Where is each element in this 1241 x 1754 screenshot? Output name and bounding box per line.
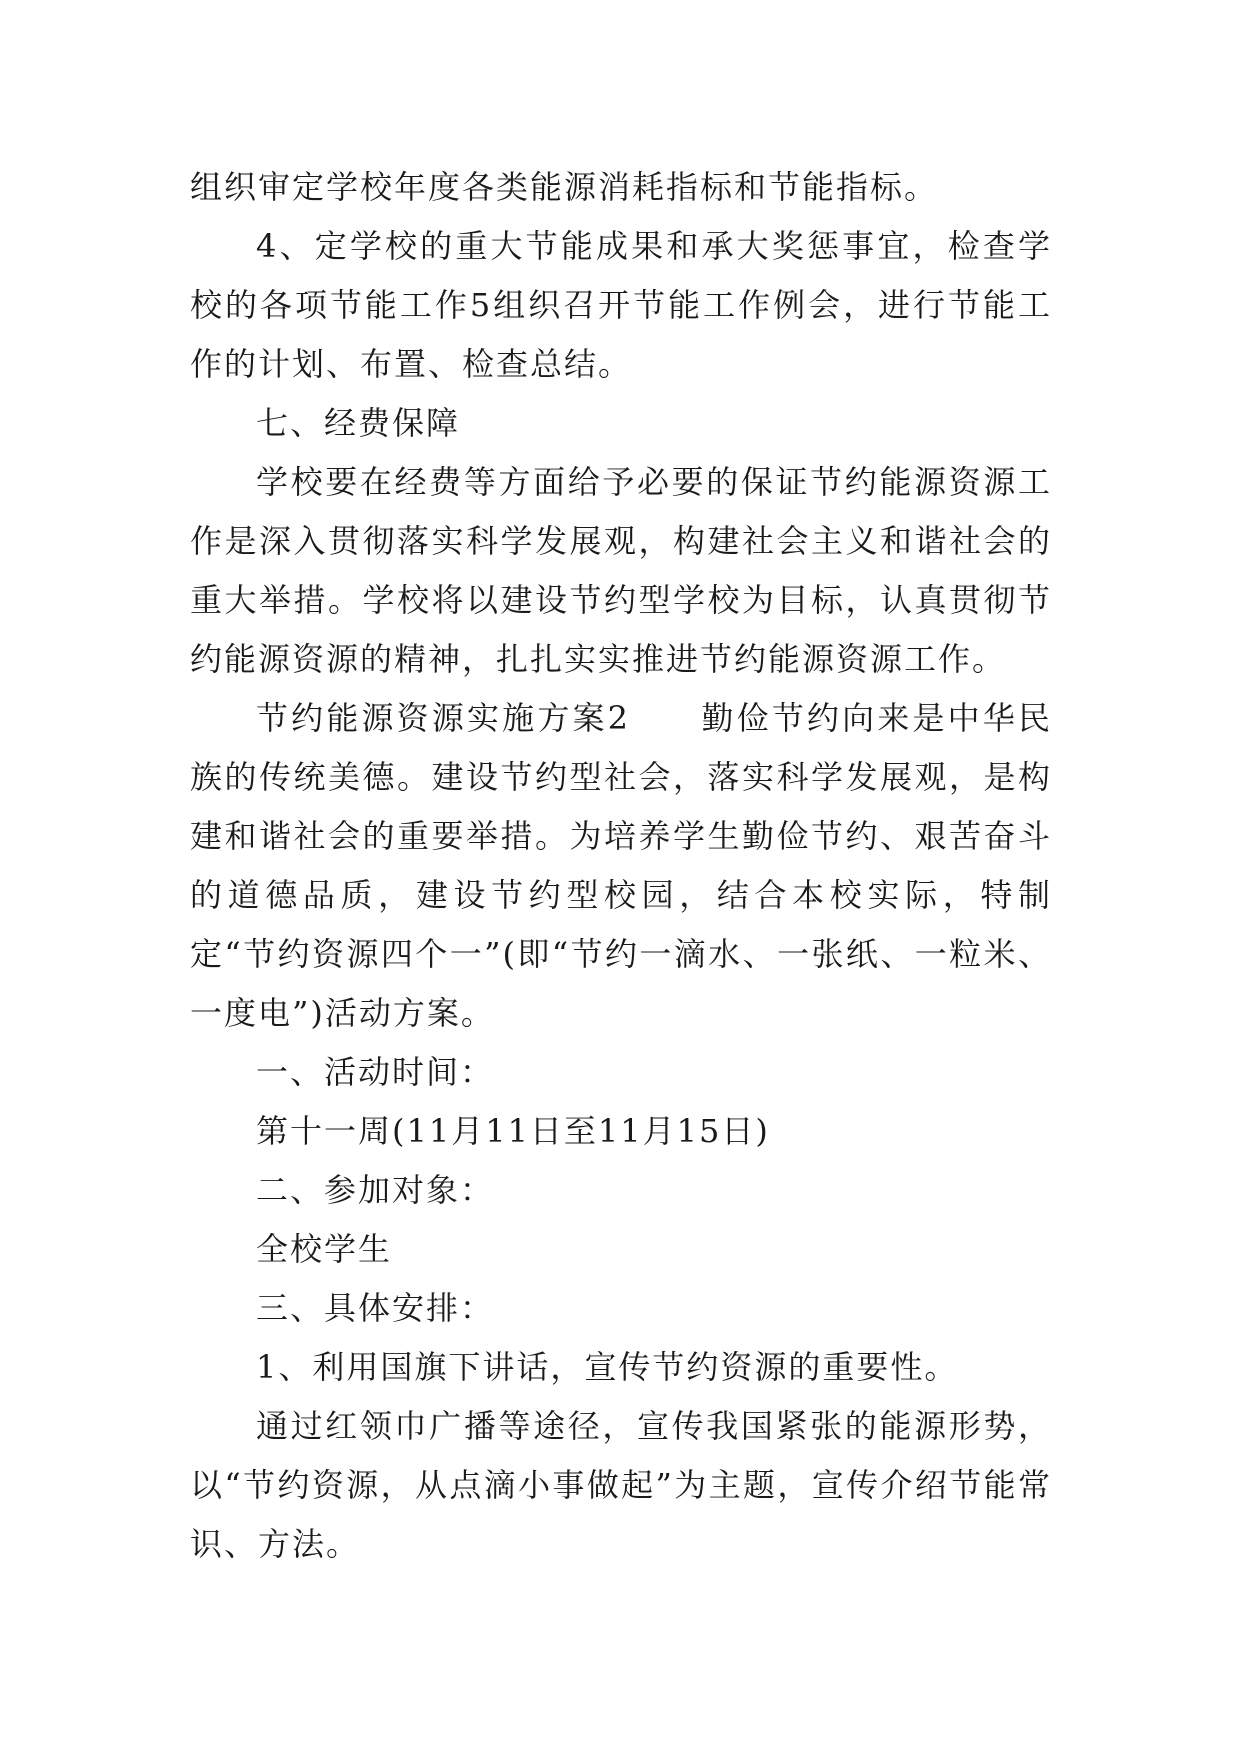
paragraph-arrangement-1: 1、利用国旗下讲话，宣传节约资源的重要性。 (256, 1348, 959, 1386)
paragraph-2: 4、定学校的重大节能成果和承大奖惩事宜，检查学校的各项节能工作5组织召开节能工作例会，进行节能工作的计划、布置、检查总结。 (190, 227, 1052, 383)
paragraph-participants: 全校学生 (256, 1230, 393, 1268)
section-heading-arrangement: 三、具体安排： (256, 1289, 495, 1327)
section-heading-participants: 二、参加对象： (256, 1171, 495, 1209)
paragraph-5: 节约能源资源实施方案2 勤俭节约向来是中华民族的传统美德。建设节约型社会，落实科学发展观，是构建和谐社会的重要举措。为培养学生勤俭节约、艰苦奋斗的道德品质，建设节约型校园，结合本校实际，特制定“节约资源四个一”(即“节约一滴水、一张纸、一粒米、一度电”)活动方案。 (190, 699, 1052, 1032)
paragraph-4: 学校要在经费等方面给予必要的保证节约能源资源工作是深入贯彻落实科学发展观，构建社会主义和谐社会的重大举措。学校将以建设节约型学校为目标，认真贯彻节约能源资源的精神，扎扎实实推进节约能源资源工作。 (190, 463, 1052, 678)
section-heading-time: 一、活动时间： (256, 1053, 495, 1091)
paragraph-arrangement-detail: 通过红领巾广播等途径，宣传我国紧张的能源形势，以“节约资源，从点滴小事做起”为主题，宣传介绍节能常识、方法。 (190, 1407, 1052, 1563)
section-heading-funding: 七、经费保障 (256, 404, 461, 442)
paragraph-1: 组织审定学校年度各类能源消耗指标和节能指标。 (190, 168, 939, 206)
paragraph-time: 第十一周(11月11日至11月15日) (256, 1112, 770, 1150)
document-body (190, 158, 1052, 1574)
